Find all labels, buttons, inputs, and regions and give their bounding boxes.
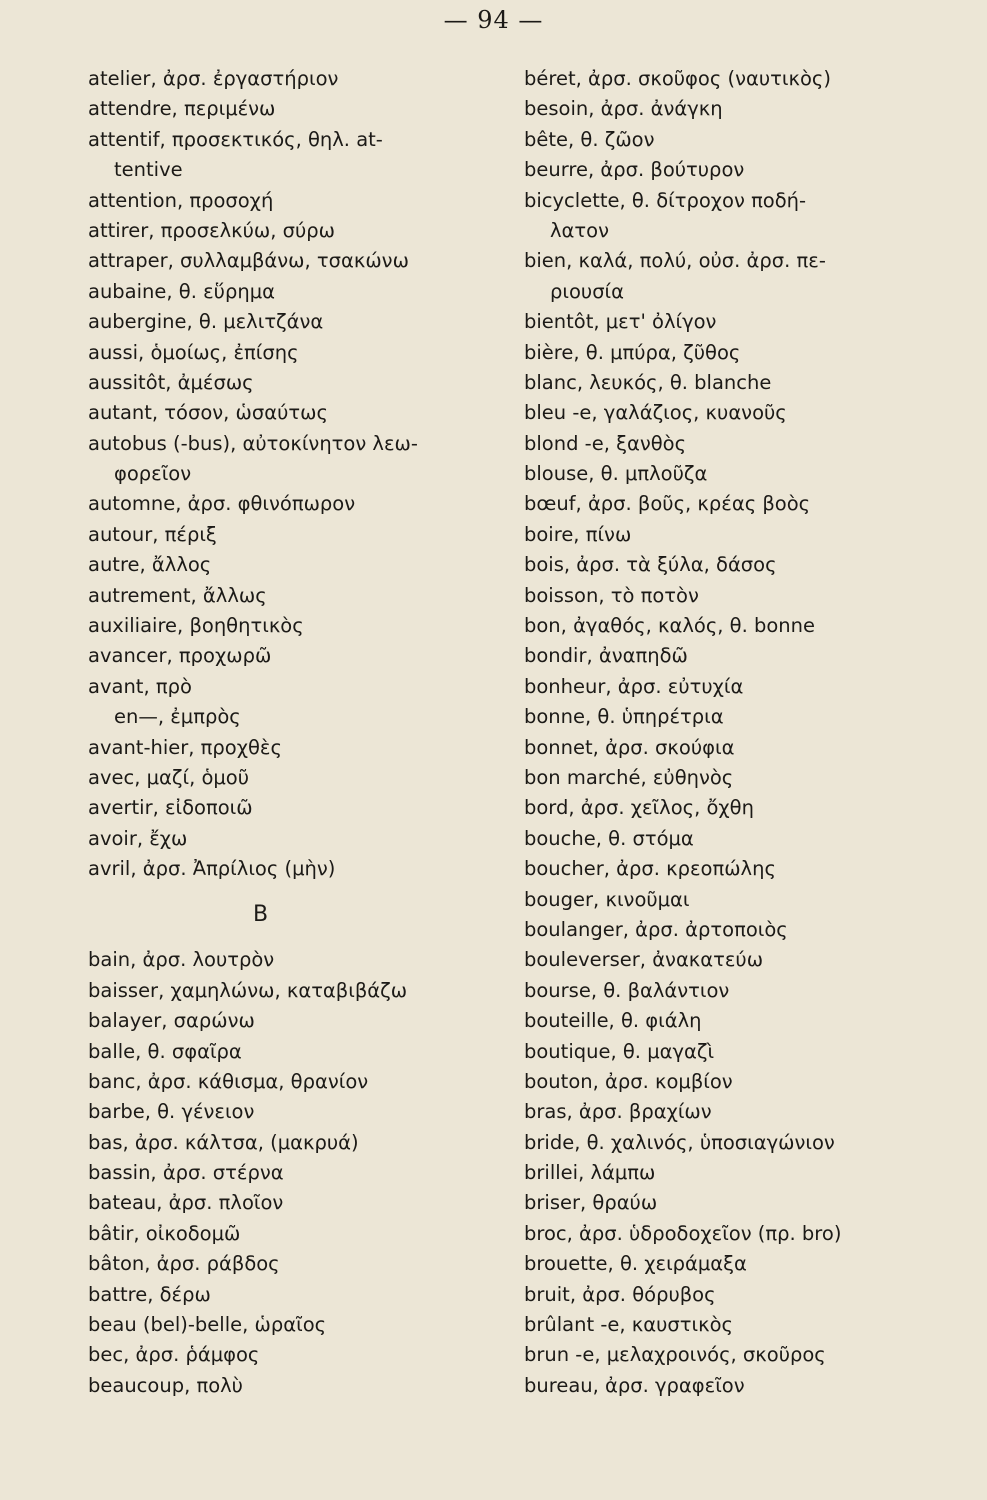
entry: bon marché, εὐθηνὸς (524, 765, 734, 789)
entry: barbe, θ. γένειον (88, 1100, 255, 1124)
entry: bateau, ἀρσ. πλοῖον (88, 1191, 284, 1215)
left-column (88, 64, 468, 1401)
entry-continuation: tentive (114, 158, 183, 182)
entry: bœuf, ἀρσ. βοῦς, κρέας βοὸς (524, 492, 811, 516)
entry: brouette, θ. χειράμαξα (524, 1252, 747, 1276)
entry: bride, θ. χαλινός, ὑποσιαγώνιον (524, 1130, 835, 1154)
entry: bassin, ἀρσ. στέρνα (88, 1161, 284, 1185)
entry: avoir, ἔχω (88, 826, 188, 850)
entry: blond -e, ξανθὸς (524, 431, 687, 455)
page-number: — 94 — (443, 6, 544, 34)
entry: bonheur, ἀρσ. εὐτυχία (524, 674, 744, 698)
entry: bondir, ἀναπηδῶ (524, 644, 688, 668)
entry: bouleverser, ἀνακατεύω (524, 948, 764, 972)
entry: bec, ἀρσ. ῥάμφος (88, 1343, 260, 1367)
entry: banc, ἀρσ. κάθισμα, θρανίον (88, 1069, 369, 1093)
entry: brûlant -e, καυστικὸς (524, 1313, 733, 1337)
entry: atelier, ἀρσ. ἐργαστήριον (88, 67, 339, 90)
entry: briser, θραύω (524, 1191, 658, 1215)
entry: bicyclette, θ. δίτροχον ποδή- (524, 188, 807, 212)
entry: bâton, ἀρσ. ράβδος (88, 1252, 280, 1276)
entry: boucher, ἀρσ. κρεοπώλης (524, 857, 776, 881)
entry: bureau, ἀρσ. γραφεῖον (524, 1373, 745, 1397)
entry: autrement, ἄλλως (88, 583, 267, 607)
entry: autre, ἄλλος (88, 553, 212, 577)
entry: avant-hier, προχθὲς (88, 735, 282, 759)
entry: bête, θ. ζῶον (524, 127, 655, 151)
entry: beau (bel)-belle, ὡραῖος (88, 1313, 327, 1337)
entry: bouger, κινοῦμαι (524, 887, 690, 911)
entry: avant, πρὸ (88, 674, 192, 698)
entry: bois, ἀρσ. τὰ ξύλα, δάσος (524, 553, 777, 577)
entry: attraper, συλλαμβάνω, τσακώνω (88, 249, 409, 273)
entry: autour, πέριξ (88, 522, 217, 546)
entry: bleu -e, γαλάζιος, κυανοῦς (524, 401, 787, 425)
entry: boutique, θ. μαγαζὶ (524, 1039, 715, 1063)
entry: besoin, ἀρσ. ἀνάγκη (524, 97, 723, 121)
entry: baisser, χαμηλώνω, καταβιβάζω (88, 978, 408, 1002)
section-letter-heading: B (252, 901, 269, 927)
entry-continuation: λατον (550, 218, 609, 242)
entry: aussitôt, ἀμέσως (88, 370, 254, 394)
entry: bas, ἀρσ. κάλτσα, (μακρυά) (88, 1130, 359, 1154)
entry: bien, καλά, πολύ, οὐσ. ἀρσ. πε- (524, 249, 826, 273)
entry: balayer, σαρώνω (88, 1009, 255, 1033)
entry: attentif, προσεκτικός, θηλ. at- (88, 127, 383, 151)
entry: attendre, περιμένω (88, 97, 276, 121)
entry: blouse, θ. μπλοῦζα (524, 462, 708, 486)
entry: avancer, προχωρῶ (88, 644, 272, 668)
entry: boisson, τὸ ποτὸν (524, 583, 699, 607)
entry: broc, ἀρσ. ὑδροδοχεῖον (πρ. bro) (524, 1221, 842, 1245)
entry: bière, θ. μπύρα, ζῦθος (524, 340, 741, 364)
entry: avec, μαζί, ὁμοῦ (88, 765, 250, 789)
entry: avril, ἀρσ. Ἀπρίλιος (μὴν) (88, 857, 336, 881)
entry-subentry: en—, ἐμπρὸς (114, 705, 241, 729)
entry: autobus (-bus), αὐτοκίνητον λεω- (88, 431, 418, 455)
entry-continuation: φορεῖον (114, 462, 192, 486)
entry: bain, ἀρσ. λουτρὸν (88, 948, 275, 972)
entry: bouche, θ. στόμα (524, 826, 694, 850)
entry: bientôt, μετ' ὀλίγον (524, 310, 717, 334)
entry: brillei, λάμπω (524, 1161, 656, 1185)
right-column (524, 64, 924, 1401)
entry: boulanger, ἀρσ. ἀρτοποιὸς (524, 917, 788, 941)
entry: automne, ἀρσ. φθινόπωρον (88, 492, 356, 516)
entry: bruit, ἀρσ. θόρυβος (524, 1282, 716, 1306)
entry: boire, πίνω (524, 522, 632, 546)
entry: battre, δέρω (88, 1282, 211, 1306)
entry-continuation: ριουσία (550, 279, 625, 303)
entry: bord, ἀρσ. χεῖλος, ὄχθη (524, 796, 754, 820)
entry: bouton, ἀρσ. κομβίον (524, 1069, 733, 1093)
entry: autant, τόσον, ὡσαύτως (88, 401, 328, 425)
entry: auxiliaire, βοηθητικὸς (88, 614, 304, 638)
entry: aubergine, θ. μελιτζάνα (88, 310, 324, 334)
entry: attirer, προσελκύω, σύρω (88, 218, 335, 242)
entry: bras, ἀρσ. βραχίων (524, 1100, 712, 1124)
entry: aubaine, θ. εὕρημα (88, 279, 275, 303)
entry: bon, ἀγαθός, καλός, θ. bonne (524, 614, 816, 638)
entry: attention, προσοχή (88, 188, 274, 212)
entry: balle, θ. σφαῖρα (88, 1039, 242, 1063)
entry: béret, ἀρσ. σκοῦφος (ναυτικὸς) (524, 67, 831, 90)
entry: blanc, λευκός, θ. blanche (524, 370, 772, 394)
entry: brun -e, μελαχροινός, σκοῦρος (524, 1343, 826, 1367)
entry: avertir, εἰδοποιῶ (88, 796, 253, 820)
entry: bonne, θ. ὑπηρέτρια (524, 705, 724, 729)
entry: aussi, ὁμοίως, ἐπίσης (88, 340, 299, 364)
entry: bonnet, ἀρσ. σκούφια (524, 735, 735, 759)
entry: bourse, θ. βαλάντιον (524, 978, 730, 1002)
entry: bouteille, θ. φιάλη (524, 1009, 702, 1033)
entry: beaucoup, πολὺ (88, 1373, 243, 1397)
entry: beurre, ἀρσ. βούτυρον (524, 158, 745, 182)
entry: bâtir, οἰκοδομῶ (88, 1221, 241, 1245)
